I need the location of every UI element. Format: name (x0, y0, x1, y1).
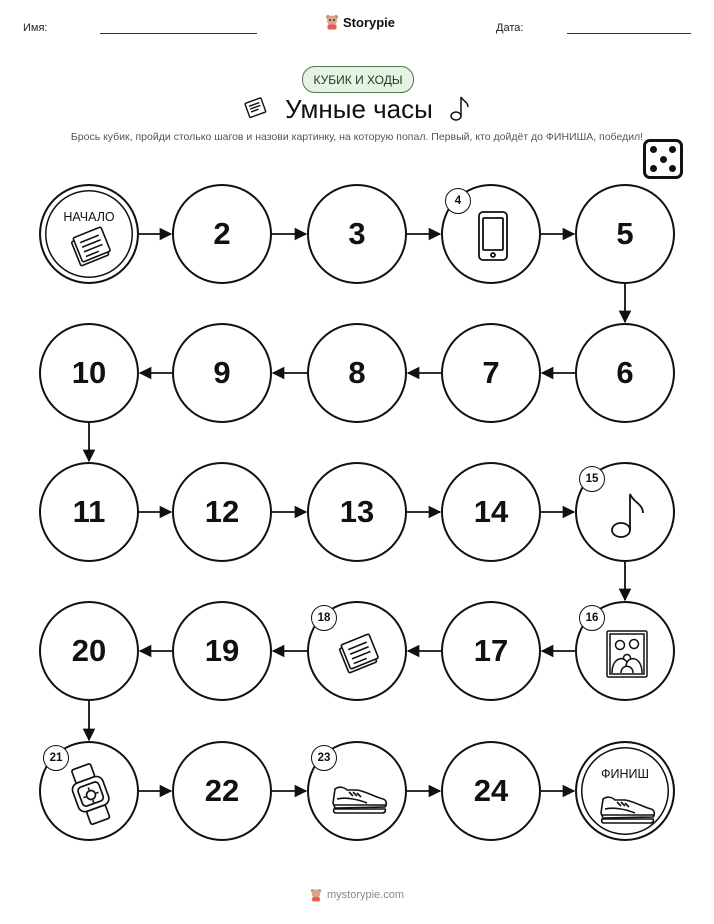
space-number: 6 (616, 355, 634, 390)
board-space[interactable] (441, 462, 541, 562)
board-space[interactable] (575, 184, 675, 284)
board-space[interactable] (172, 323, 272, 423)
board-space[interactable] (441, 601, 541, 701)
space-number: 5 (616, 216, 634, 251)
board-space[interactable] (172, 741, 272, 841)
space-number-badge: 21 (43, 745, 69, 771)
board-space[interactable] (575, 323, 675, 423)
instructions: Брось кубик, пройди столько шагов и назови картинку, на которую попал. Первый, кто дойдёт до ФИНИША, победил! (70, 131, 644, 143)
game-type-badge: КУБИК И ХОДЫ (302, 66, 414, 93)
space-number: 19 (204, 633, 240, 668)
space-number: 22 (204, 773, 240, 808)
space-number: 11 (72, 494, 106, 529)
space-number-badge: 18 (311, 605, 337, 631)
sneaker-icon (577, 743, 677, 843)
space-number-badge: 15 (579, 466, 605, 492)
board-space[interactable] (307, 462, 407, 562)
board-space[interactable] (307, 184, 407, 284)
board-space[interactable] (575, 462, 675, 562)
board-space[interactable] (307, 741, 407, 841)
space-number: 14 (473, 494, 509, 529)
space-number: 17 (473, 633, 509, 668)
board-space[interactable] (441, 184, 541, 284)
space-number: 9 (213, 355, 231, 390)
board-space[interactable] (172, 601, 272, 701)
board-space[interactable] (307, 601, 407, 701)
space-number: 3 (348, 216, 366, 251)
space-number: 13 (339, 494, 375, 529)
book-icon (41, 186, 141, 286)
board-space[interactable] (575, 601, 675, 701)
space-label: НАЧАЛО (63, 210, 115, 224)
finish-space[interactable] (575, 741, 675, 841)
board-space[interactable] (172, 462, 272, 562)
board-space[interactable] (39, 323, 139, 423)
space-number-badge: 4 (445, 188, 471, 214)
space-number: 20 (71, 633, 107, 668)
space-number: 24 (473, 773, 509, 808)
space-number: 7 (482, 355, 500, 390)
board-space[interactable] (441, 741, 541, 841)
space-number-badge: 16 (579, 605, 605, 631)
board-space[interactable] (307, 323, 407, 423)
board-space[interactable] (39, 601, 139, 701)
board-space[interactable] (172, 184, 272, 284)
space-number: 10 (71, 355, 107, 390)
title-text: Умные часы (285, 94, 433, 124)
space-number: 2 (213, 216, 231, 251)
date-label: Дата: (496, 22, 524, 34)
space-label: ФИНИШ (601, 767, 649, 781)
space-number: 12 (204, 494, 240, 529)
bear-icon (310, 888, 322, 902)
space-number: 8 (348, 355, 366, 390)
footer (0, 888, 714, 902)
space-number-badge: 23 (311, 745, 337, 771)
footer-url: mystorypie.com (326, 889, 405, 901)
brand-name: Storypie (343, 14, 396, 30)
board-space[interactable] (441, 323, 541, 423)
name-label: Имя: (23, 22, 48, 34)
board-space[interactable] (39, 741, 139, 841)
start-space[interactable] (39, 184, 139, 284)
board-space[interactable] (39, 462, 139, 562)
